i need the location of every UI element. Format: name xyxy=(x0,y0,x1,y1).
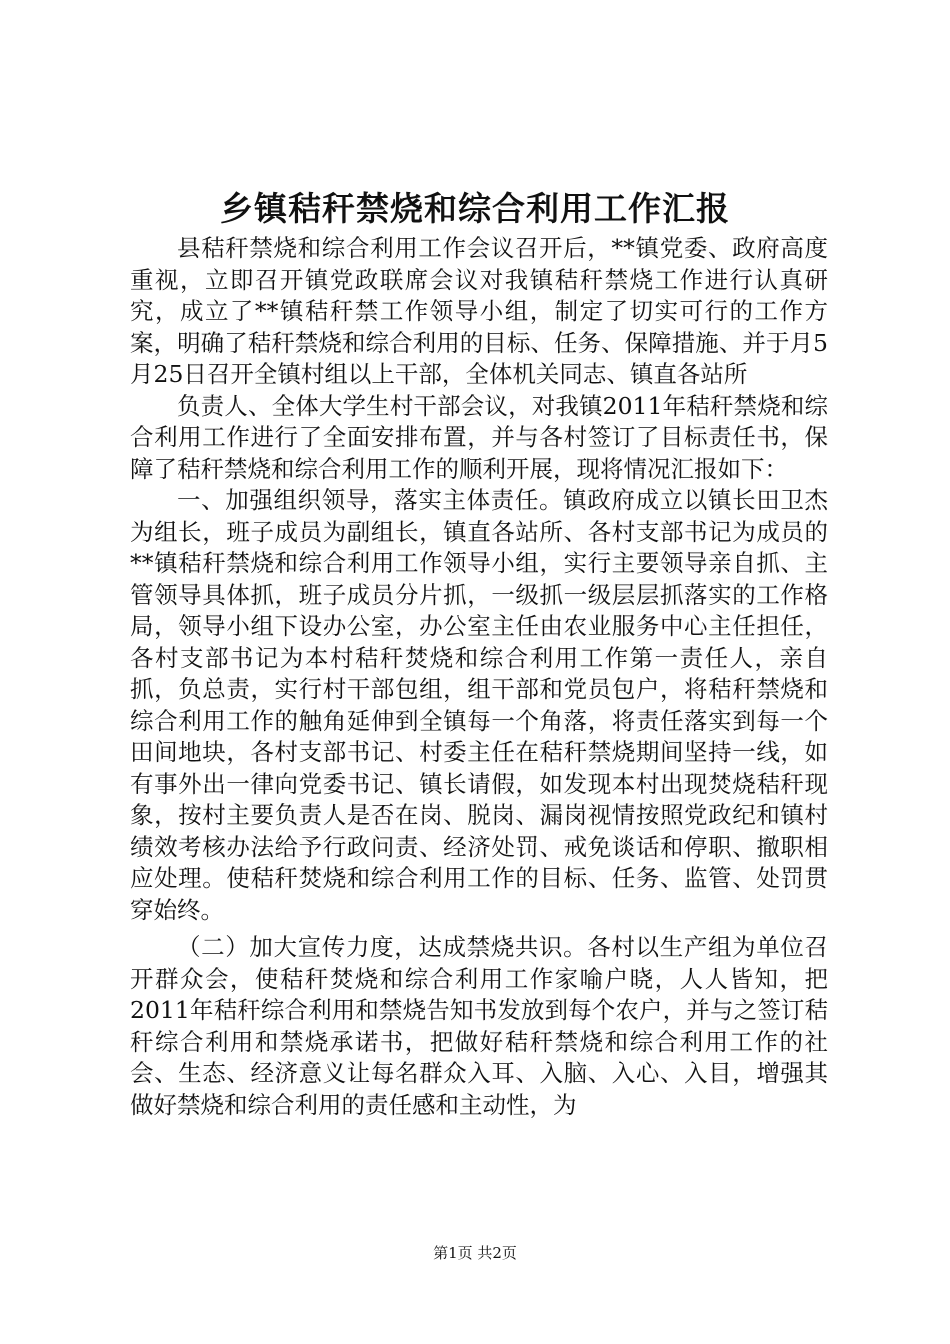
document-title: 乡镇秸秆禁烧和综合利用工作汇报 xyxy=(220,189,730,228)
paragraph-meeting: 负责人、全体大学生村干部会议，对我镇2011年秸秆禁烧和综合利用工作进行了全面安排布置，并与各村签订了目标责任书，保障了秸秆禁烧和综合利用工作的顺利开展，现将情况汇报如下： xyxy=(130,391,828,483)
document-body xyxy=(130,233,828,1121)
paragraph-section-two: （二）加大宣传力度，达成禁烧共识。各村以生产组为单位召开群众会，使秸秆焚烧和综合利用工作家喻户晓，人人皆知，把2011年秸秆综合利用和禁烧告知书发放到每个农户，并与之签订秸秆综合利用和禁烧承诺书，把做好秸秆禁烧和综合利用工作的社会、生态、经济意义让每名群众入耳、入脑、入心、入目，增强其做好禁烧和综合利用的责任感和主动性，为 xyxy=(130,933,828,1119)
paragraph-intro: 县秸秆禁烧和综合利用工作会议召开后，**镇党委、政府高度重视，立即召开镇党政联席会议对我镇秸秆禁烧工作进行认真研究，成立了**镇秸秆禁工作领导小组，制定了切实可行的工作方案，明确了秸秆禁烧和综合利用的目标、任务、保障措施、并于月5月25日召开全镇村组以上干部，全体机关同志、镇直各站所 xyxy=(130,234,828,388)
page-number-footer: 第1页 共2页 xyxy=(433,1244,517,1262)
paragraph-section-one: 一、加强组织领导，落实主体责任。镇政府成立以镇长田卫杰为组长，班子成员为副组长，镇直各站所、各村支部书记为成员的**镇秸秆禁烧和综合利用工作领导小组，实行主要领导亲自抓、主管领导具体抓，班子成员分片抓，一级抓一级层层抓落实的工作格局，领导小组下设办公室，办公室主任由农业服务中心主任担任，各村支部书记为本村秸秆焚烧和综合利用工作第一责任人，亲自抓，负总责，实行村干部包组，组干部和党员包户，将秸秆禁烧和综合利用工作的触角延伸到全镇每一个角落，将责任落实到每一个田间地块，各村支部书记、村委主任在秸秆禁烧期间坚持一线，如有事外出一律向党委书记、镇长请假，如发现本村出现焚烧秸秆现象，按村主要负责人是否在岗、脱岗、漏岗视情按照党政纪和镇村绩效考核办法给予行政问责、经济处罚、戒免谈话和停职、撤职相应处理。使秸秆焚烧和综合利用工作的目标、任务、监管、处罚贯穿始终。 xyxy=(130,486,828,924)
